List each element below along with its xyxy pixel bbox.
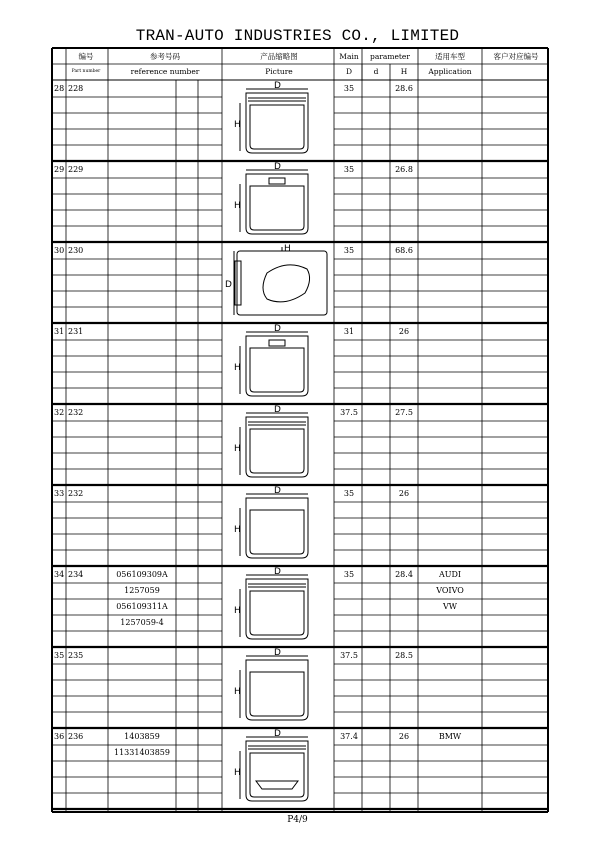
row-index: 34 [54, 570, 65, 579]
reference-number: 11331403859 [114, 748, 170, 757]
part-number: 228 [68, 84, 84, 93]
header-application-en: Application [428, 67, 472, 76]
part-drawing [250, 510, 304, 554]
param-D: 35 [343, 570, 355, 579]
part-drawing [246, 579, 308, 639]
reference-number: 1257059-4 [120, 618, 164, 627]
row-index: 29 [54, 165, 65, 174]
row-index: 33 [54, 489, 65, 498]
row-index: 36 [54, 732, 65, 741]
header-d: d [373, 67, 379, 76]
dimension-label-D: D [274, 162, 281, 172]
reference-number: 1257059 [124, 586, 160, 595]
dimension-label-H: H [234, 606, 241, 616]
header-part-no-cn: 编号 [78, 52, 94, 61]
part-number: 230 [68, 246, 84, 255]
dimension-label-D: D [274, 567, 281, 577]
page-title: TRAN-AUTO INDUSTRIES CO., LIMITED [135, 27, 460, 45]
param-H: 26 [398, 732, 410, 741]
dimension-label-D: D [274, 729, 281, 739]
row-index: 35 [54, 651, 65, 660]
part-number: 232 [68, 489, 84, 498]
part-drawing [246, 336, 308, 396]
part-number: 235 [68, 651, 84, 660]
header-application-cn: 适用车型 [435, 52, 465, 61]
reference-number: 1403859 [124, 732, 160, 741]
dimension-label-D: D [225, 280, 232, 290]
part-drawing [256, 781, 298, 789]
part-number: 231 [68, 327, 84, 336]
part-number: 232 [68, 408, 84, 417]
row-index: 32 [54, 408, 65, 417]
dimension-label-D: D [274, 324, 281, 334]
application-model: VOIVO [436, 586, 464, 595]
param-H: 26.8 [395, 165, 413, 174]
param-D: 37.5 [340, 408, 358, 417]
param-H: 28.5 [395, 651, 413, 660]
param-D: 35 [343, 246, 355, 255]
reference-number: 056109309A [116, 570, 168, 579]
param-D: 35 [343, 489, 355, 498]
header-D: D [345, 67, 352, 76]
dimension-label-H: H [234, 768, 241, 778]
part-drawing [250, 429, 304, 473]
page-number: P4/9 [287, 815, 308, 825]
part-drawing [250, 105, 304, 149]
header-main: Main [339, 52, 359, 61]
part-drawing [246, 93, 308, 153]
param-H: 26 [398, 327, 410, 336]
application-model: AUDI [438, 570, 462, 579]
dimension-label-H: H [284, 244, 291, 254]
dimension-label-H: H [234, 687, 241, 697]
header-H: H [400, 67, 408, 76]
param-H: 26 [398, 489, 410, 498]
part-drawing [246, 741, 308, 801]
row-index: 28 [54, 84, 65, 93]
header-parameter: parameter [370, 52, 410, 61]
header-reference-cn: 参考号码 [150, 52, 180, 61]
row-index: 30 [54, 246, 65, 255]
dimension-label-H: H [234, 201, 241, 211]
application-model: BMW [438, 732, 462, 741]
param-H: 68.6 [395, 246, 413, 255]
part-drawing [237, 251, 327, 315]
param-H: 28.6 [395, 84, 413, 93]
dimension-label-D: D [274, 81, 281, 91]
header-part-no-en: Part number [71, 69, 101, 74]
part-drawing [263, 265, 310, 302]
part-drawing [246, 498, 308, 558]
param-D: 37.5 [340, 651, 358, 660]
part-drawing [269, 340, 285, 346]
part-drawing [246, 417, 308, 477]
row-index: 31 [54, 327, 65, 336]
dimension-label-H: H [234, 363, 241, 373]
dimension-label-H: H [234, 444, 241, 454]
dimension-label-D: D [274, 648, 281, 658]
part-number: 234 [68, 570, 84, 579]
header-reference-en: reference number [130, 67, 200, 76]
param-H: 28.4 [395, 570, 413, 579]
part-drawing [250, 672, 304, 716]
part-drawing [269, 178, 285, 184]
param-H: 27.5 [395, 408, 413, 417]
header-picture-en: Picture [265, 67, 293, 76]
param-D: 31 [343, 327, 355, 336]
header-customer-no-cn: 客户对应编号 [493, 52, 539, 61]
part-drawing [250, 348, 304, 392]
part-drawing [250, 591, 304, 635]
part-drawing [246, 660, 308, 720]
reference-number: 056109311A [116, 602, 168, 611]
part-number: 229 [68, 165, 84, 174]
application-model: VW [443, 602, 457, 611]
param-D: 37.4 [340, 732, 358, 741]
dimension-label-H: H [234, 525, 241, 535]
dimension-label-D: D [274, 486, 281, 496]
dimension-label-H: H [234, 120, 241, 130]
part-drawing [250, 186, 304, 230]
part-drawing [246, 174, 308, 234]
part-drawing [235, 261, 241, 305]
dimension-label-D: D [274, 405, 281, 415]
part-drawing [250, 753, 304, 797]
header-picture-cn: 产品缩略图 [260, 52, 298, 61]
param-D: 35 [343, 165, 355, 174]
part-number: 236 [68, 732, 84, 741]
param-D: 35 [343, 84, 355, 93]
